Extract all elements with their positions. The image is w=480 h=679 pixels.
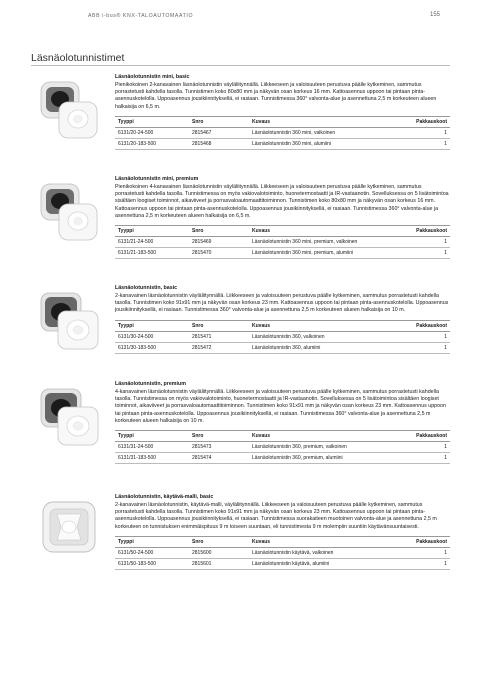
product-name: Läsnäolotunnistin, basic	[115, 285, 178, 291]
table-row	[115, 248, 450, 259]
cell-snro: 2815471	[189, 331, 249, 342]
col-description: Kuvaus	[249, 226, 386, 237]
product-table	[115, 536, 450, 570]
col-description: Kuvaus	[249, 320, 386, 331]
col-type: Tyyppi	[115, 536, 189, 547]
product-table	[115, 320, 450, 354]
sensor-basic-image	[35, 291, 103, 353]
product-name: Läsnäolotunnistin, käytävä-malli, basic	[115, 494, 214, 500]
cell-type: 6131/31-183-500	[115, 453, 189, 464]
col-description: Kuvaus	[249, 116, 386, 127]
cell-snro: 2815472	[189, 342, 249, 353]
col-description: Kuvaus	[249, 431, 386, 442]
cell-snro: 2815467	[189, 127, 249, 138]
col-pack: Pakkauskoot	[386, 431, 450, 442]
cell-type: 6131/20-24-500	[115, 127, 189, 138]
product-description: 2-kanavainen läsnäolotunnistin väyläliitynnällä. Liikkeeseen ja valoisuuteen perustuva päälle kytkeminen, sammutus porrastetusti kahdella tasolla. Tunnistimen koko 91x91 mm ja näkyvän osan korkeus 23 mm. Kattoasennus uppoon tai pintaan pinta-asennuskotelolla. Uppoasennus jousikiinnityksellä, ei rasiaan. Tunnistimessa 360° valvonta-alue ja asennettuna 2,5 m korkeuteen alueen halkaisija on 10 m.	[115, 293, 449, 314]
cell-description: Läsnäolotunnistin 360 mini, alumiini	[249, 138, 386, 149]
cell-snro: 2815601	[189, 558, 249, 569]
cell-type: 6131/20-183-500	[115, 138, 189, 149]
cell-type: 6131/50-24-500	[115, 547, 189, 558]
table-row	[115, 558, 450, 569]
cell-pack: 1	[386, 248, 450, 259]
cell-snro: 2815474	[189, 453, 249, 464]
col-pack: Pakkauskoot	[386, 226, 450, 237]
table-row	[115, 453, 450, 464]
cell-type: 6131/30-24-500	[115, 331, 189, 342]
sensor-mini-basic-image	[35, 80, 103, 142]
cell-type: 6131/21-183-500	[115, 248, 189, 259]
table-row	[115, 547, 450, 558]
cell-description: Läsnäolotunnistin 360, premium, valkoinen	[249, 442, 386, 453]
cell-description: Läsnäolotunnistin käytävä, valkoinen	[249, 547, 386, 558]
table-row	[115, 127, 450, 138]
cell-description: Läsnäolotunnistin käytävä, alumiini	[249, 558, 386, 569]
col-snro: Snro	[189, 226, 249, 237]
col-type: Tyyppi	[115, 320, 189, 331]
cell-snro: 2815600	[189, 547, 249, 558]
product-name: Läsnäolotunnistin, premium	[115, 381, 186, 387]
product-description: 2-kanavainen läsnäolotunnistin, käytävä-malli, väyläliitynnällä. Liikkeeseen ja valoisuuteen perustuva päälle kytkeminen, sammutus porrastetusti kahdella tasolla. Tunnistimen koko 91x91 mm ja näkyvän osan korkeus 23 mm. Kattoasennus uppoon tai pintaan pinta-asennuskotelolla. Uppoasennus jousikiinnityksellä, ei rasiaan. Tunnistimessa suorakaiteen muotoinen valvonta-alue ja asennettuna 2,5 m korkeuteen on tunnistuksen enimmäispituus 9 m toiseen suuntaan, eli tunnistimesta 9 m molempiin suuntiin käytävänsuuntaisesti.	[115, 502, 437, 530]
cell-pack: 1	[386, 547, 450, 558]
cell-snro: 2815470	[189, 248, 249, 259]
col-type: Tyyppi	[115, 226, 189, 237]
table-row	[115, 237, 450, 248]
page-number: 155	[430, 12, 441, 18]
product-description: 4-kanavainen läsnäolotunnistin väyläliitynnällä. Liikkeeseen ja valoisuuteen perustuva päälle kytkeminen, sammutus porrastetusti kahdella tasolla. Tunnistimessa on myös vakiovalotoiminto, huonetermostaatti ja IR-vastaanotin. Sovelluksessa on 5 lisätoimintoa sisältäen loogiset toiminnot, aikaviiveet ja porrasvaloautomaattitoiminnon. Tunnistimen koko 91x91 mm ja näkyvän osan korkeus 23 mm. Kattoasennus uppoon tai pintaan pinta-asennuskotelolla. Uppoasennus jousikiinnityksellä, ei rasiaan. Tunnistimessa 360° valvonta-alue ja asennettuna 2,5 m korkeuteen alueen halkaisija on 10 m.	[115, 389, 446, 424]
page-header-title: ABB i-bus® KNX-TALOAUTOMAATIO	[88, 13, 194, 19]
cell-pack: 1	[386, 453, 450, 464]
product-description: Pienikokoinen 4-kanavainen läsnäolotunnistin väyläliitynnällä. Liikkeeseen ja valoisuuteen perustuva päälle kytkeminen, sammutus porrastetusti kahdella tasolla. Tunnistimessa on myös vakiovalotoiminto, huonetermostaatti ja IR-vastaanotin. Sovelluksessa on 5 lisätoimintoa sisältäen loogiset toiminnot, aikaviiveet ja porrasvaloautomaattitoiminnon. Tunnistimen koko 80x80 mm ja näkyvän osan korkeus 16 mm. Kattoasennus uppoon tai pintaan pinta-asennuskotelolla. Uppoasennus jousikiinnityksellä, ei rasiaan. Tunnistimessa 360° valvonta-alue ja asennettuna 2,5 m korkeuteen alueen halkaisija on 6,5 m.	[115, 184, 449, 219]
cell-snro: 2815473	[189, 442, 249, 453]
cell-pack: 1	[386, 127, 450, 138]
table-row	[115, 442, 450, 453]
cell-snro: 2815468	[189, 138, 249, 149]
sensor-mini-premium-image	[35, 182, 103, 244]
product-table	[115, 430, 450, 464]
cell-snro: 2815469	[189, 237, 249, 248]
col-snro: Snro	[189, 431, 249, 442]
col-snro: Snro	[189, 536, 249, 547]
cell-description: Läsnäolotunnistin 360 mini, premium, valkoinen	[249, 237, 386, 248]
cell-pack: 1	[386, 237, 450, 248]
col-pack: Pakkauskoot	[386, 536, 450, 547]
product-table	[115, 116, 450, 150]
title-divider	[31, 65, 450, 66]
col-type: Tyyppi	[115, 116, 189, 127]
cell-type: 6131/21-24-500	[115, 237, 189, 248]
cell-description: Läsnäolotunnistin 360 mini, valkoinen	[249, 127, 386, 138]
product-name: Läsnäolotunnistin mini, basic	[115, 74, 190, 80]
cell-description: Läsnäolotunnistin 360, valkoinen	[249, 331, 386, 342]
cell-pack: 1	[386, 442, 450, 453]
cell-description: Läsnäolotunnistin 360, premium, alumiini	[249, 453, 386, 464]
table-row	[115, 138, 450, 149]
cell-pack: 1	[386, 331, 450, 342]
cell-type: 6131/30-183-500	[115, 342, 189, 353]
cell-type: 6131/50-183-500	[115, 558, 189, 569]
col-snro: Snro	[189, 116, 249, 127]
cell-description: Läsnäolotunnistin 360, alumiini	[249, 342, 386, 353]
col-pack: Pakkauskoot	[386, 320, 450, 331]
col-pack: Pakkauskoot	[386, 116, 450, 127]
cell-pack: 1	[386, 138, 450, 149]
col-description: Kuvaus	[249, 536, 386, 547]
product-name: Läsnäolotunnistin mini, premium	[115, 176, 199, 182]
sensor-premium-image	[35, 387, 103, 449]
cell-description: Läsnäolotunnistin 360 mini, premium, alumiini	[249, 248, 386, 259]
page-title: Läsnäolotunnistimet	[31, 52, 125, 64]
table-row	[115, 331, 450, 342]
table-row	[115, 342, 450, 353]
cell-type: 6131/31-24-500	[115, 442, 189, 453]
col-snro: Snro	[189, 320, 249, 331]
product-table	[115, 225, 450, 259]
cell-pack: 1	[386, 342, 450, 353]
sensor-corridor-image	[35, 500, 103, 562]
product-description: Pienikokoinen 2-kanavainen läsnäolotunnistin väyläliitynnällä. Liikkeeseen ja valoisuuteen perustuva päälle kytkeminen, sammutus porrastetusti kahdella tasolla. Tunnistimen koko 80x80 mm ja näkyvän osan korkeus 16 mm. Kattoasennus uppoon tai pintaan pinta-asennuskotelolla. Uppoasennus jousikiinnityksellä, ei rasiaan. Tunnistimessa 360° valvonta-alue ja asennettuna 2,5 m korkeuteen alueen halkaisija on 6,5 m.	[115, 82, 437, 110]
col-type: Tyyppi	[115, 431, 189, 442]
cell-pack: 1	[386, 558, 450, 569]
